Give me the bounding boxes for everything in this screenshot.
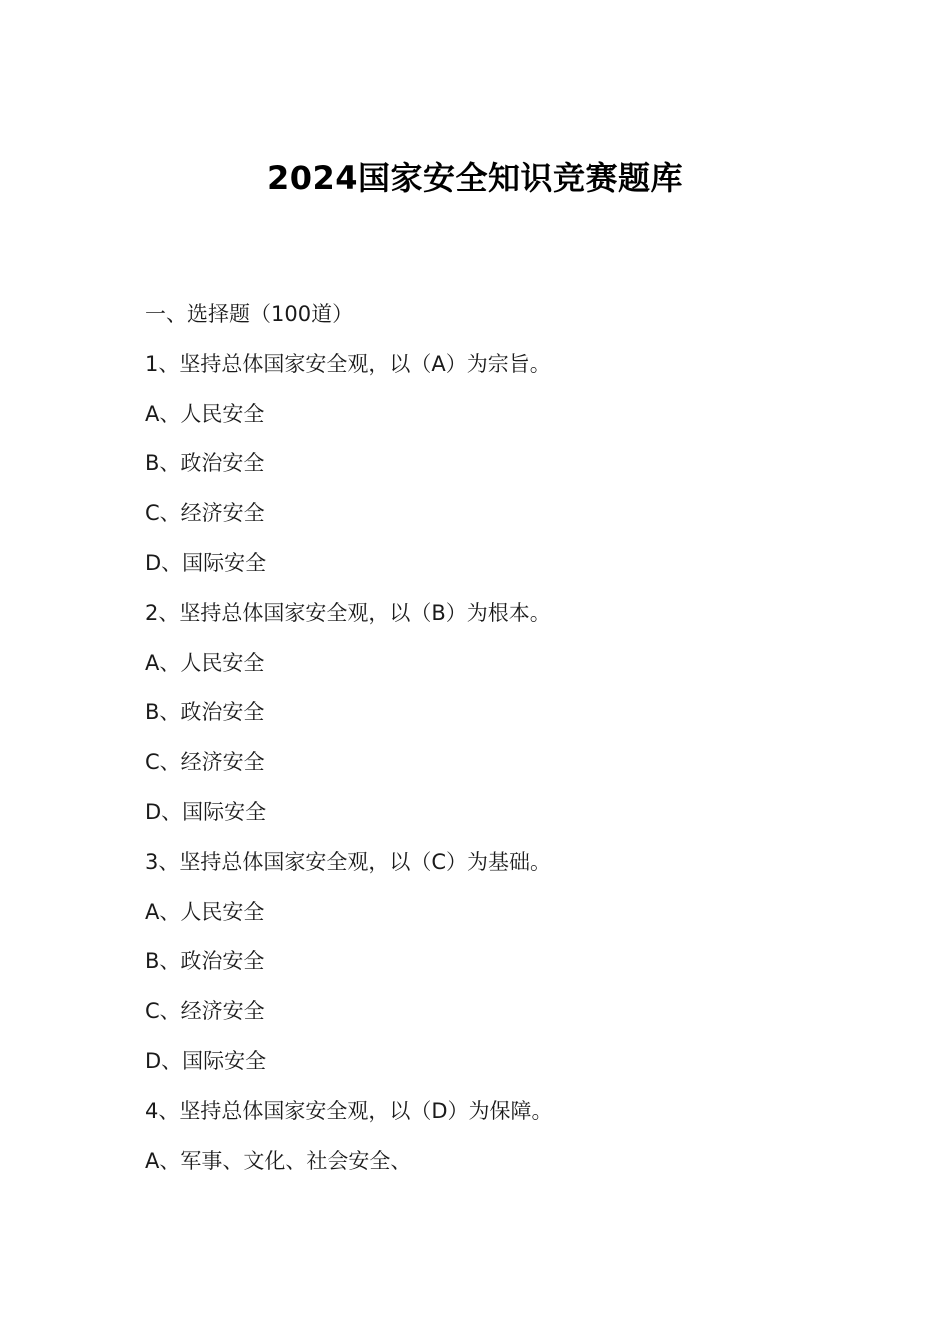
question-4-option-a: A、军事、文化、社会安全、: [145, 1148, 412, 1173]
question-3-option-a: A、人民安全: [145, 899, 265, 924]
question-1-option-d: D、国际安全: [145, 550, 267, 575]
question-2-option-c: C、经济安全: [145, 750, 265, 775]
question-4: 4、坚持总体国家安全观，以（D）为保障。: [145, 1098, 553, 1123]
question-2-option-d: D、国际安全: [145, 799, 267, 824]
section-heading: 一、选择题（100道）: [145, 302, 354, 326]
document-body: [145, 296, 845, 1192]
question-1: 1、坚持总体国家安全观，以（A）为宗旨。: [145, 351, 551, 376]
question-3-option-d: D、国际安全: [145, 1048, 267, 1073]
question-3: 3、坚持总体国家安全观，以（C）为基础。: [145, 849, 552, 874]
question-1-option-a: A、人民安全: [145, 401, 265, 426]
question-2-option-a: A、人民安全: [145, 650, 265, 675]
question-3-option-b: B、政治安全: [145, 949, 265, 974]
question-2-option-b: B、政治安全: [145, 700, 265, 725]
document-title: 2024国家安全知识竞赛题库: [266, 159, 684, 197]
question-2: 2、坚持总体国家安全观，以（B）为根本。: [145, 600, 551, 625]
question-1-option-c: C、经济安全: [145, 501, 265, 526]
question-3-option-c: C、经济安全: [145, 999, 265, 1024]
question-1-option-b: B、政治安全: [145, 451, 265, 476]
